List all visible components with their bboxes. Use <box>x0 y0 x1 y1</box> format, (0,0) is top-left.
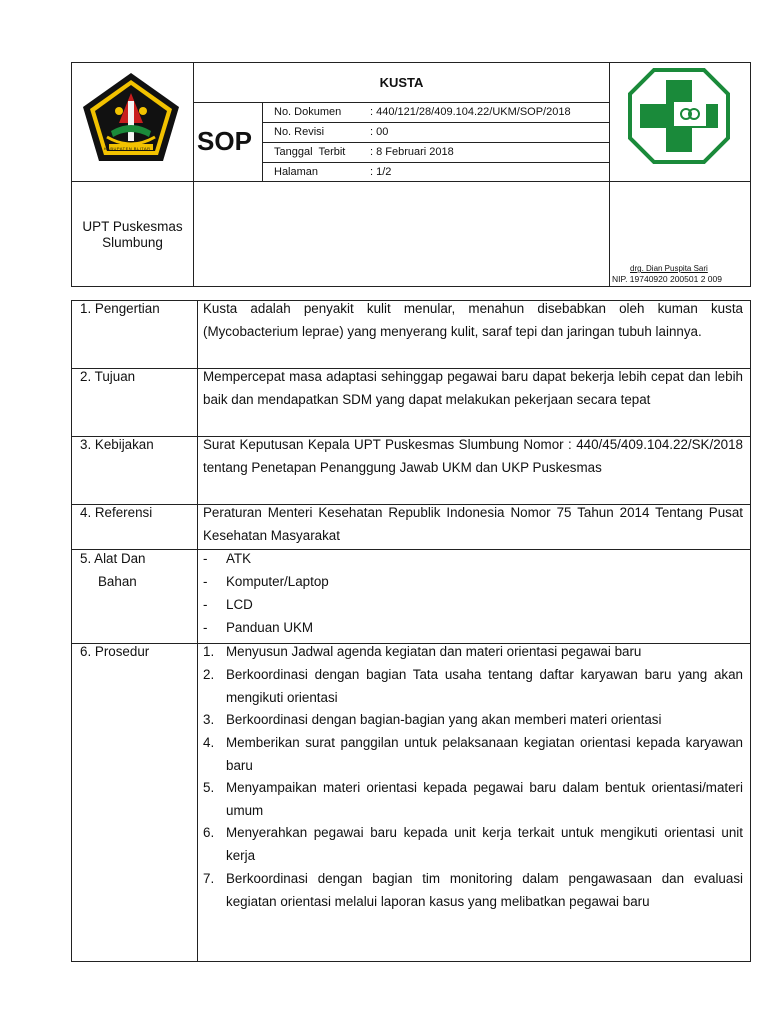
step-number: 3. <box>203 712 215 727</box>
step-number: 5. <box>203 780 215 795</box>
section-label-kebijakan: 3. Kebijakan <box>80 437 154 452</box>
meta-row-line <box>262 162 610 163</box>
org-name-line2: Slumbung <box>102 235 163 250</box>
list-dash: - <box>203 574 208 589</box>
step-number: 4. <box>203 735 215 750</box>
header-right-border <box>750 62 751 287</box>
list-dash: - <box>203 620 208 635</box>
list-item: LCD <box>226 597 253 612</box>
list-item: ATK <box>226 551 252 566</box>
step-number: 7. <box>203 871 215 886</box>
list-item: Panduan UKM <box>226 620 314 635</box>
meta-row-line <box>262 142 610 143</box>
meta-value-halaman: : 1/2 <box>370 166 392 178</box>
org-name-line1: UPT Puskesmas <box>82 219 183 234</box>
list-dash: - <box>203 597 208 612</box>
document-title: KUSTA <box>379 75 424 90</box>
procedure-step: Memberikan surat panggilan untuk pelaksanaan kegiatan orientasi kepada karyawan baru <box>226 735 743 773</box>
emblem-caption: KABUPATEN BLITAR <box>104 146 151 151</box>
section-label-alat: 5. Alat Dan <box>80 551 146 566</box>
section-text-referensi: Peraturan Menteri Kesehatan Republik Indonesia Nomor 75 Tahun 2014 Tentang Pusat Kesehatan Masyarakat <box>203 505 743 543</box>
meta-value-terbit: : 8 Februari 2018 <box>370 146 454 158</box>
header-left-border <box>71 62 72 287</box>
list-item: Komputer/Laptop <box>226 574 329 589</box>
signer-name: drg. Dian Puspita Sari <box>630 264 708 273</box>
content-bottom-border <box>71 961 751 962</box>
header-bottom-border <box>71 286 751 287</box>
step-number: 6. <box>203 825 215 840</box>
content-left-border <box>71 300 72 962</box>
header-col2-border <box>609 62 610 287</box>
title-separator <box>193 102 610 103</box>
section-text-pengertian: Kusta adalah penyakit kulit menular, menahun disebabkan oleh kuman kusta (Mycobacterium leprae) yang menyerang kulit, saraf tepi dan jaringan tubuh lainnya. <box>203 301 743 339</box>
section-label-alat-line2: Bahan <box>98 574 137 589</box>
content-col-border <box>197 300 198 962</box>
section-text-kebijakan: Surat Keputusan Kepala UPT Puskesmas Slumbung Nomor : 440/45/409.104.22/SK/2018 tentang Penetapan Penanggung Jawab UKM dan UKP Puskesmas <box>203 437 743 475</box>
row-border <box>71 549 751 550</box>
sop-label: SOP <box>197 126 252 156</box>
procedure-step: Menyampaikan materi orientasi kepada pegawai baru dalam bentuk orientasi/materi umum <box>226 780 743 818</box>
meta-label-dokumen: No. Dokumen <box>274 106 342 118</box>
meta-label-revisi: No. Revisi <box>274 126 325 138</box>
section-label-pengertian: 1. Pengertian <box>80 301 160 316</box>
meta-value-dokumen: : 440/121/28/409.104.22/UKM/SOP/2018 <box>370 106 571 118</box>
step-number: 1. <box>203 644 215 659</box>
header-mid-border <box>71 181 751 182</box>
section-label-tujuan: 2. Tujuan <box>80 369 136 384</box>
meta-label-terbit: Tanggal Terbit <box>274 146 346 158</box>
procedure-step: Menyerahkan pegawai baru kepada unit kerja terkait untuk mengikuti orientasi unit kerja <box>226 825 743 863</box>
section-label-prosedur: 6. Prosedur <box>80 644 150 659</box>
meta-row-line <box>262 122 610 123</box>
header-top-border <box>71 62 751 63</box>
step-number: 2. <box>203 667 215 682</box>
content-right-border <box>750 300 751 962</box>
list-dash: - <box>203 551 208 566</box>
header-col1-border <box>193 62 194 287</box>
procedure-step: Berkoordinasi dengan bagian Tata usaha tentang daftar karyawan baru yang akan mengikuti orientasi <box>226 667 743 705</box>
meta-label-halaman: Halaman <box>274 166 319 178</box>
section-label-referensi: 4. Referensi <box>80 505 153 520</box>
meta-value-revisi: : 00 <box>370 126 389 138</box>
signer-nip: NIP. 19740920 200501 2 009 <box>612 274 722 284</box>
procedure-step: Berkoordinasi dengan bagian tim monitoring dalam pengawasaan dan evaluasi kegiatan orientasi melalui laporan kasus yang melibatkan pegawai baru <box>226 871 743 909</box>
puskesmas-logo-icon <box>628 68 730 164</box>
procedure-step: Berkoordinasi dengan bagian-bagian yang akan memberi materi orientasi <box>226 712 662 727</box>
procedure-step: Menyusun Jadwal agenda kegiatan dan materi orientasi pegawai baru <box>226 644 642 659</box>
section-text-tujuan: Mempercepat masa adaptasi sehinggap pegawai baru dapat bekerja lebih cepat dan lebih baik dan mendapatkan SDM yang dapat melakukan pekerjaan secara tepat <box>203 369 743 407</box>
